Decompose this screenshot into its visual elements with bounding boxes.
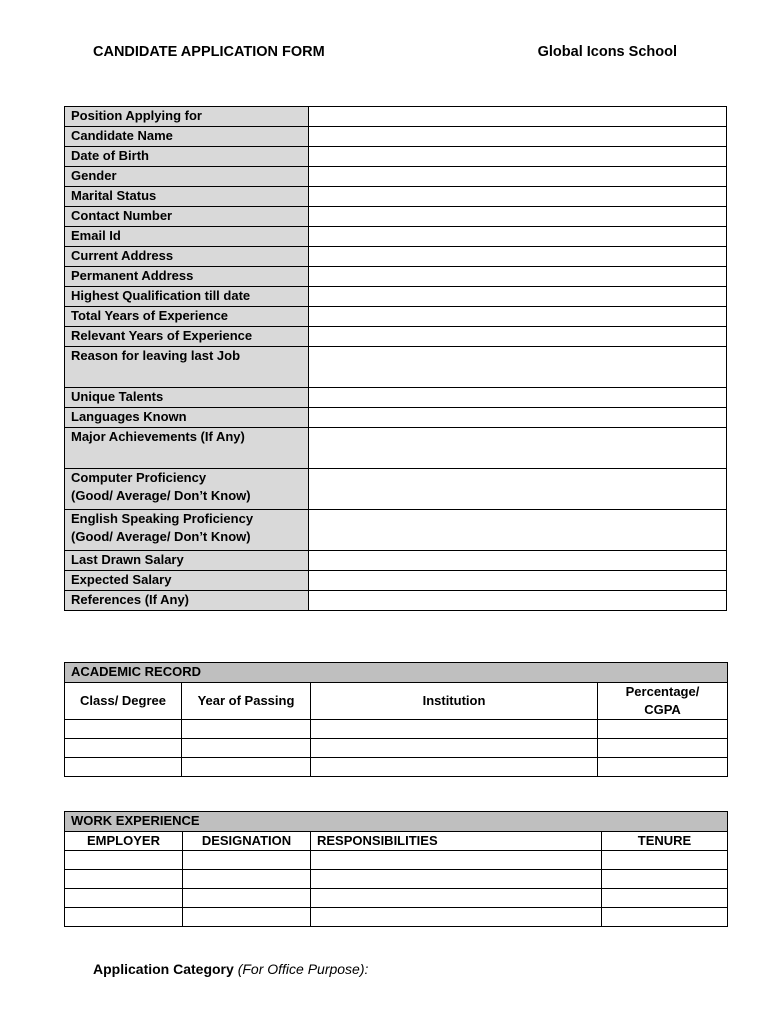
- field-label: [65, 107, 309, 127]
- col-class-degree: Class/ Degree: [65, 683, 182, 720]
- field-label: [65, 127, 309, 147]
- field-label-text: Marital Status: [71, 188, 157, 203]
- form-row: [65, 327, 727, 347]
- work-experience-title: WORK EXPERIENCE: [65, 812, 728, 832]
- form-row: [65, 469, 727, 510]
- table-cell-input[interactable]: [182, 758, 311, 777]
- form-row: [65, 408, 727, 428]
- form-row: [65, 207, 727, 227]
- field-label-text: English Speaking Proficiency: [71, 511, 254, 526]
- field-label: [65, 327, 309, 347]
- table-cell-input[interactable]: [602, 908, 728, 927]
- form-row: [65, 147, 727, 167]
- table-cell-input[interactable]: [183, 908, 311, 927]
- field-label-text: Gender: [71, 168, 117, 183]
- field-label-text: Last Drawn Salary: [71, 552, 184, 567]
- table-cell-input[interactable]: [311, 851, 602, 870]
- field-value-input[interactable]: [309, 388, 727, 408]
- table-cell-input[interactable]: [598, 720, 728, 739]
- field-value-input[interactable]: [309, 267, 727, 287]
- table-cell-input[interactable]: [311, 889, 602, 908]
- field-label: [65, 591, 309, 611]
- col-institution: Institution: [311, 683, 598, 720]
- field-label: [65, 571, 309, 591]
- table-cell-input[interactable]: [183, 889, 311, 908]
- office-purpose-note: (For Office Purpose):: [237, 961, 369, 977]
- field-label-text: Position Applying for: [71, 108, 202, 123]
- field-label-text: Computer Proficiency: [71, 470, 207, 485]
- col-percentage-label: Percentage/: [625, 684, 700, 699]
- academic-row: [65, 758, 728, 777]
- table-cell-input[interactable]: [311, 720, 598, 739]
- table-cell-input[interactable]: [602, 851, 728, 870]
- table-cell-input[interactable]: [182, 720, 311, 739]
- candidate-details-table: [64, 106, 727, 611]
- field-label-text: References (If Any): [71, 592, 189, 607]
- field-value-input[interactable]: [309, 107, 727, 127]
- table-cell-input[interactable]: [65, 908, 183, 927]
- table-cell-input[interactable]: [598, 758, 728, 777]
- field-value-input[interactable]: [309, 347, 727, 388]
- form-title: CANDIDATE APPLICATION FORM: [93, 44, 325, 60]
- col-responsibilities: RESPONSIBILITIES: [311, 832, 602, 851]
- col-tenure: TENURE: [602, 832, 728, 851]
- field-value-input[interactable]: [309, 227, 727, 247]
- table-cell-input[interactable]: [65, 758, 182, 777]
- table-cell-input[interactable]: [65, 720, 182, 739]
- field-value-input[interactable]: [309, 469, 727, 510]
- work-row: [65, 851, 728, 870]
- table-cell-input[interactable]: [182, 739, 311, 758]
- academic-row: [65, 720, 728, 739]
- field-value-input[interactable]: [309, 287, 727, 307]
- field-sublabel-text: (Good/ Average/ Don’t Know): [71, 529, 251, 544]
- field-label: [65, 428, 309, 469]
- field-label-text: Languages Known: [71, 409, 187, 424]
- field-label-text: Reason for leaving last Job: [71, 348, 241, 363]
- col-employer: EMPLOYER: [65, 832, 183, 851]
- table-cell-input[interactable]: [311, 739, 598, 758]
- form-row: [65, 428, 727, 469]
- col-year-of-passing: Year of Passing: [182, 683, 311, 720]
- field-sublabel-text: (Good/ Average/ Don’t Know): [71, 488, 251, 503]
- form-row: [65, 247, 727, 267]
- field-label-text: Candidate Name: [71, 128, 173, 143]
- work-row: [65, 908, 728, 927]
- form-row: [65, 227, 727, 247]
- table-cell-input[interactable]: [65, 870, 183, 889]
- field-value-input[interactable]: [309, 571, 727, 591]
- field-label-text: Email Id: [71, 228, 121, 243]
- form-row: [65, 347, 727, 388]
- field-label: [65, 287, 309, 307]
- field-label: [65, 227, 309, 247]
- field-label: [65, 187, 309, 207]
- table-cell-input[interactable]: [183, 870, 311, 889]
- col-cgpa-label: CGPA: [644, 702, 681, 717]
- field-label: [65, 207, 309, 227]
- table-cell-input[interactable]: [602, 870, 728, 889]
- form-row: [65, 510, 727, 551]
- field-label: [65, 469, 309, 510]
- form-row: [65, 267, 727, 287]
- field-value-input[interactable]: [309, 591, 727, 611]
- table-cell-input[interactable]: [65, 739, 182, 758]
- field-label-text: Major Achievements (If Any): [71, 429, 245, 444]
- field-label: [65, 247, 309, 267]
- field-label-text: Highest Qualification till date: [71, 288, 251, 303]
- field-value-input[interactable]: [309, 551, 727, 571]
- field-label: [65, 347, 309, 388]
- field-value-input[interactable]: [309, 207, 727, 227]
- field-value-input[interactable]: [309, 408, 727, 428]
- field-label: [65, 388, 309, 408]
- application-category: [93, 961, 368, 977]
- field-label: [65, 147, 309, 167]
- field-label-text: Contact Number: [71, 208, 173, 223]
- table-cell-input[interactable]: [65, 851, 183, 870]
- form-row: [65, 571, 727, 591]
- work-row: [65, 889, 728, 908]
- field-label: [65, 551, 309, 571]
- col-designation: DESIGNATION: [183, 832, 311, 851]
- table-cell-input[interactable]: [311, 870, 602, 889]
- form-row: [65, 307, 727, 327]
- form-row: [65, 388, 727, 408]
- field-value-input[interactable]: [309, 187, 727, 207]
- table-cell-input[interactable]: [183, 851, 311, 870]
- academic-record-table: [64, 662, 728, 777]
- academic-record-title: ACADEMIC RECORD: [65, 663, 728, 683]
- form-row: [65, 551, 727, 571]
- form-row: [65, 167, 727, 187]
- field-label-text: Total Years of Experience: [71, 308, 229, 323]
- form-row: [65, 187, 727, 207]
- field-value-input[interactable]: [309, 510, 727, 551]
- form-row: [65, 287, 727, 307]
- field-value-input[interactable]: [309, 127, 727, 147]
- table-cell-input[interactable]: [602, 889, 728, 908]
- field-value-input[interactable]: [309, 307, 727, 327]
- field-label-text: Unique Talents: [71, 389, 164, 404]
- field-value-input[interactable]: [309, 428, 727, 469]
- work-experience-table: [64, 811, 728, 927]
- field-label-text: Permanent Address: [71, 268, 194, 283]
- form-header: [93, 44, 677, 60]
- work-row: [65, 870, 728, 889]
- field-label-text: Relevant Years of Experience: [71, 328, 253, 343]
- table-cell-input[interactable]: [311, 908, 602, 927]
- form-row: [65, 107, 727, 127]
- field-label-text: Date of Birth: [71, 148, 149, 163]
- field-label-text: Current Address: [71, 248, 174, 263]
- field-value-input[interactable]: [309, 247, 727, 267]
- form-row: [65, 591, 727, 611]
- form-row: [65, 127, 727, 147]
- school-name: Global Icons School: [537, 44, 677, 60]
- table-cell-input[interactable]: [311, 758, 598, 777]
- field-value-input[interactable]: [309, 147, 727, 167]
- application-category-label: Application Category: [93, 961, 234, 977]
- field-value-input[interactable]: [309, 167, 727, 187]
- academic-row: [65, 739, 728, 758]
- field-label: [65, 408, 309, 428]
- field-label: [65, 307, 309, 327]
- table-cell-input[interactable]: [65, 889, 183, 908]
- table-cell-input[interactable]: [598, 739, 728, 758]
- col-percentage-cgpa: [598, 683, 728, 720]
- field-value-input[interactable]: [309, 327, 727, 347]
- field-label: [65, 510, 309, 551]
- field-label: [65, 267, 309, 287]
- field-label-text: Expected Salary: [71, 572, 172, 587]
- field-label: [65, 167, 309, 187]
